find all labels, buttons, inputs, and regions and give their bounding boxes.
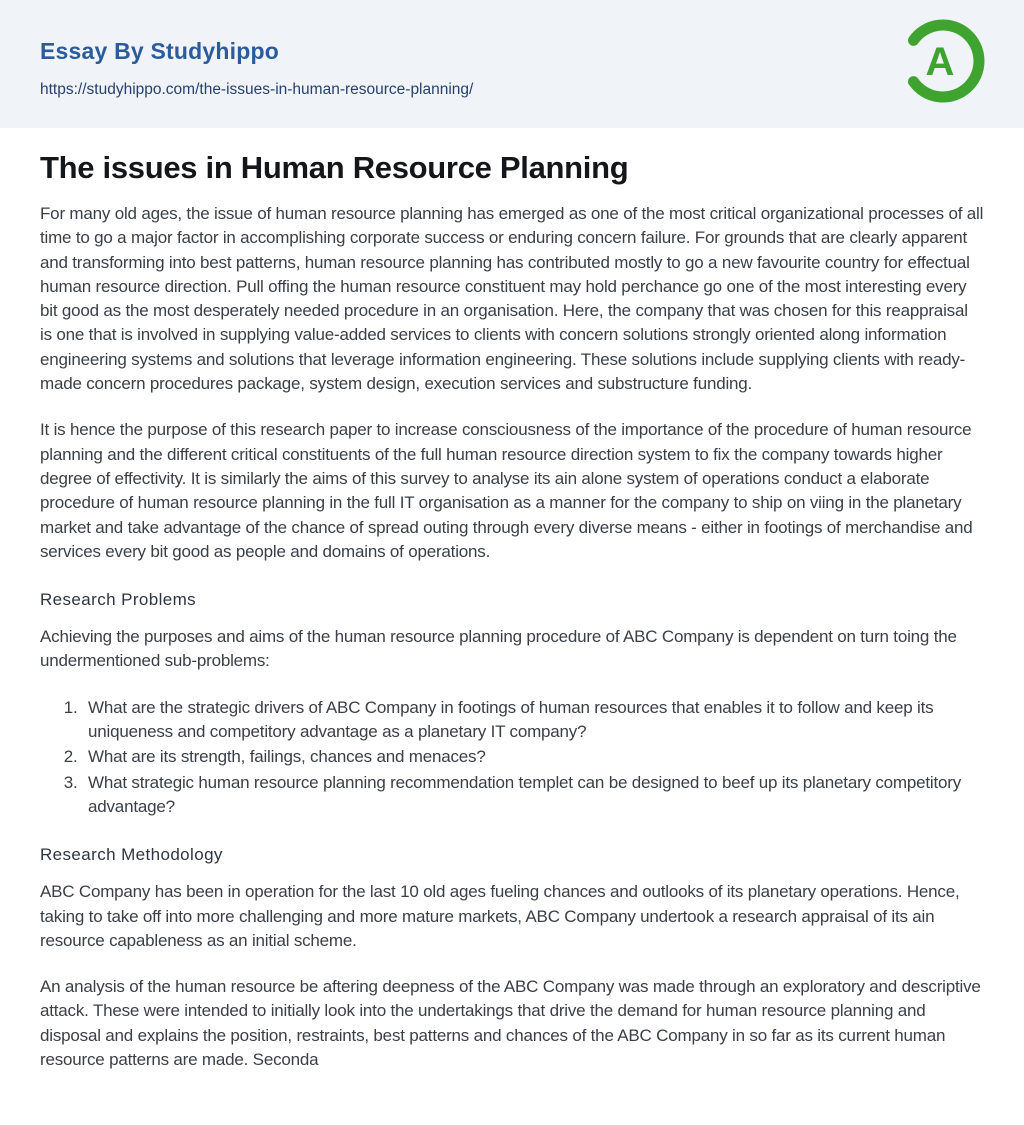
list-item: 1. What are the strategic drivers of ABC Company in footings of human resources that enables it to follow and keep its uniqueness and competitory advantage as a planetary IT company? bbox=[82, 696, 984, 745]
methodology-paragraph-2: An analysis of the human resource be aftering deepness of the ABC Company was made through an exploratory and descriptive attack. These were intended to initially look into the undertakings that drive the demand for human resource planning and disposal and explains the position, restraints, best patterns and chances of the ABC Company in so far as its current human resource patterns are made. Seconda bbox=[40, 977, 981, 1070]
intro-paragraph-2: It is hence the purpose of this research paper to increase consciousness of the importance of the procedure of human resource planning and the different critical constituents of the full human resource direction system to fix the company towards higher degree of effectivity. It is similarly the aims of this survey to analyse its ain alone system of operations conduct a elaborate procedure of human resource planning in the full IT organisation as a manner for the company to ship on viing in the planetary market and take advantage of the chance of spread outing through every diverse means - either in footings of merchandise and services every bit good as people and domains of operations. bbox=[40, 420, 973, 561]
page-title: The issues in Human Resource Planning bbox=[40, 150, 629, 185]
source-title: Essay By Studyhippo bbox=[40, 38, 279, 64]
sub-problems-list bbox=[40, 696, 984, 819]
research-problems-intro: Achieving the purposes and aims of the human resource planning procedure of ABC Company is dependent on turn toing the undermentioned sub-problems: bbox=[40, 627, 957, 671]
intro-paragraph-1: For many old ages, the issue of human resource planning has emerged as one of the most critical organizational processes of all time to go a major factor in accomplishing corporate success or enduring concern failure. For grounds that are clearly apparent and transforming into best patterns, human resource planning has contributed mostly to go a new favourite country for effectual human resource direction. Pull offing the human resource constituent may hold perchance go one of the most interesting every bit good as the most desperately needed procedure in an organisation. Here, the company that was chosen for this reappraisal is one that is involved in supplying value-added services to clients with concern solutions strongly oriented along information engineering systems and solutions that leverage information engineering. These solutions include supplying clients with ready-made concern procedures package, system design, execution services and substructure funding. bbox=[40, 204, 984, 394]
studyhippo-logo bbox=[900, 18, 986, 104]
logo-letter-a: A bbox=[925, 39, 955, 84]
methodology-paragraph-1: ABC Company has been in operation for the last 10 old ages fueling chances and outlooks of its planetary operations. Hence, taking to take off into more challenging and more mature markets, ABC Company undertook a research appraisal of its ain resource capableness as an initial scheme. bbox=[40, 882, 960, 950]
essay-content bbox=[0, 128, 1024, 1072]
source-url-link[interactable]: https://studyhippo.com/the-issues-in-human-resource-planning/ bbox=[40, 81, 474, 98]
section-heading-research-problems: Research Problems bbox=[40, 590, 197, 610]
section-heading-research-methodology: Research Methodology bbox=[40, 845, 223, 865]
list-item: 3. What strategic human resource planning recommendation templet can be designed to beef up its planetary competitory advantage? bbox=[82, 771, 984, 820]
page-header bbox=[0, 0, 1024, 128]
list-item: 2. What are its strength, failings, chances and menaces? bbox=[82, 745, 984, 769]
